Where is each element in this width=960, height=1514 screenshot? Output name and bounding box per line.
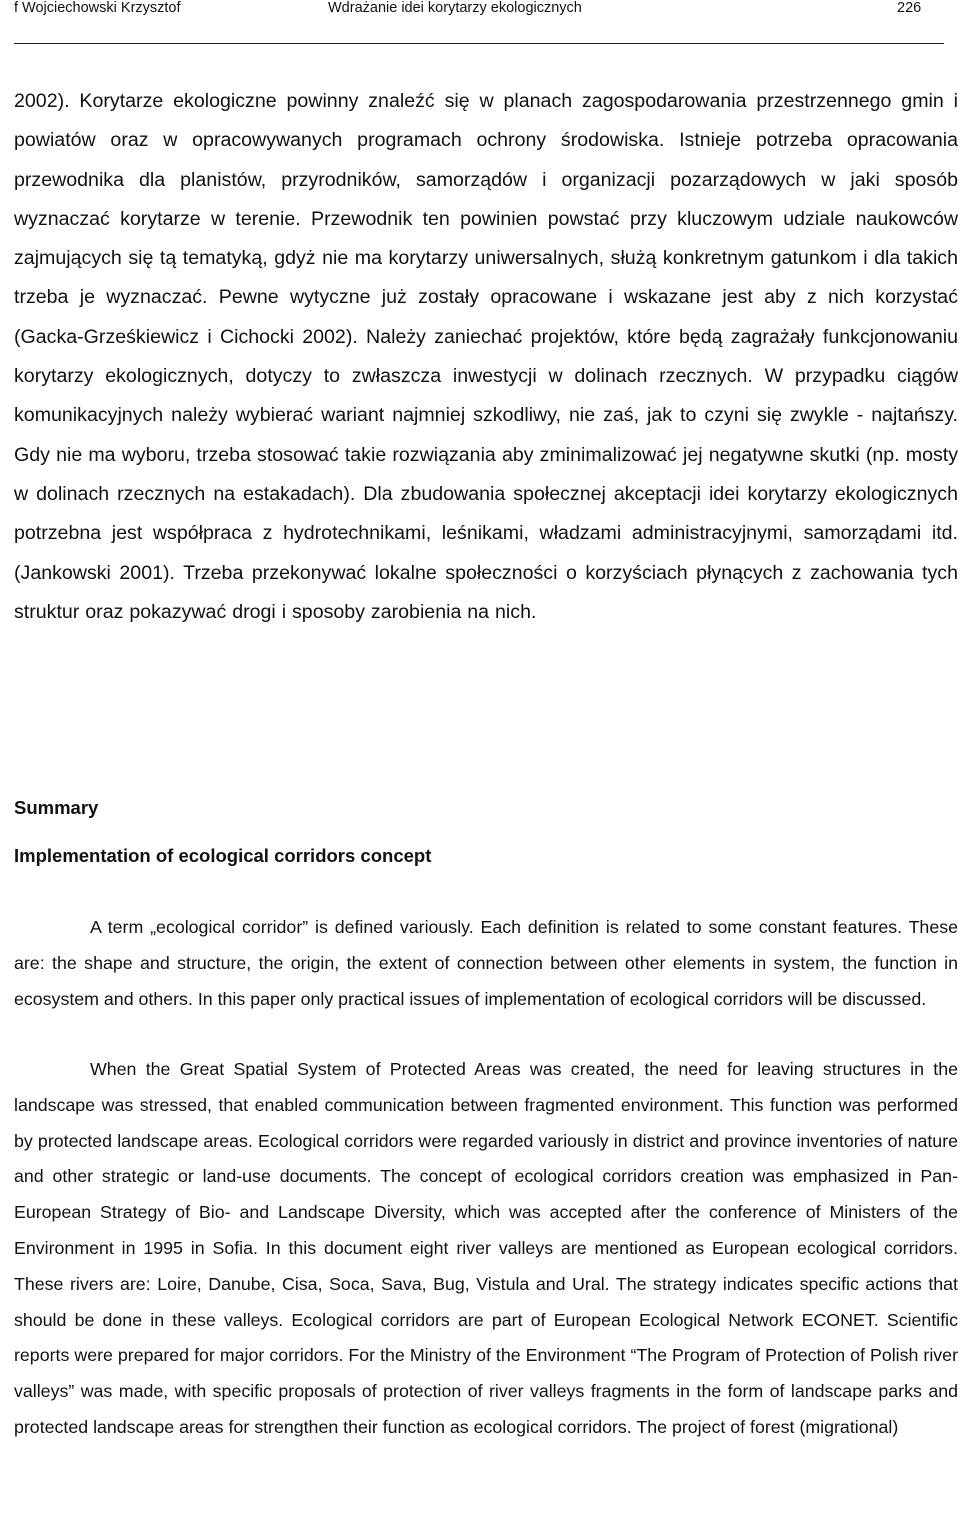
summary-paragraph-2: When the Great Spatial System of Protected Areas was created, the need for leaving structures in the landscape was stressed, that enabled communication between fragmented environment. This function was performed by protected landscape areas. Ecological corridors were regarded variously in district and province inventories of nature and other strategic or land-use documents. The concept of ecological corridors creation was emphasized in Pan-European Strategy of Bio- and Landscape Diversity, which was accepted after the conference of Ministers of the Environment in 1995 in Sofia. In this document eight river valleys are mentioned as European ecological corridors. These rivers are: Loire, Danube, Cisa, Soca, Sava, Bug, Vistula and Ural. The strategy indicates specific actions that should be done in these valleys. Ecological corridors are part of European Ecological Network ECONET. Scientific reports were prepared for major corridors. For the Ministry of the Environment “The Program of Protection of Polish river valleys” was made, with specific proposals of protection of river valleys fragments in the form of landscape parks and protected landscape areas for strengthen their function as ecological corridors. The project of forest (migrational) <box>14 1059 958 1437</box>
summary-subheading: Implementation of ecological corridors concept <box>14 845 432 866</box>
header-rule <box>14 43 944 44</box>
header-title: Wdrażanie idei korytarzy ekologicznych <box>328 0 582 16</box>
summary-heading: Summary <box>14 797 99 818</box>
page-number: 226 <box>897 0 922 16</box>
header-author: f Wojciechowski Krzysztof <box>14 0 181 16</box>
page-header <box>0 0 960 16</box>
body-paragraph-polish: 2002). Korytarze ekologiczne powinny znaleźć się w planach zagospodarowania przestrzennego gmin i powiatów oraz w opracowywanych programach ochrony środowiska. Istnieje potrzeba opracowania przewodnika dla planistów, przyrodników, samorządów i organizacji pozarządowych w jaki sposób wyznaczać korytarze w terenie. Przewodnik ten powinien powstać przy kluczowym udziale naukowców zajmujących się tą tematyką, gdyż nie ma korytarzy uniwersalnych, służą konkretnym gatunkom i dla takich trzeba je wyznaczać. Pewne wytyczne już zostały opracowane i wskazane jest aby z nich korzystać (Gacka-Grześkiewicz i Cichocki 2002). Należy zaniechać projektów, które będą zagrażały funkcjonowaniu korytarzy ekologicznych, dotyczy to zwłaszcza inwestycji w dolinach rzecznych. W przypadku ciągów komunikacyjnych należy wybierać wariant najmniej szkodliwy, nie zaś, jak to czyni się zwykle - najtańszy. Gdy nie ma wyboru, trzeba stosować takie rozwiązania aby zminimalizować jej negatywne skutki (np. mosty w dolinach rzecznych na estakadach). Dla zbudowania społecznej akceptacji idei korytarzy ekologicznych potrzebna jest współpraca z hydrotechnikami, leśnikami, władzami administracyjnymi, samorządami itd. (Jankowski 2001). Trzeba przekonywać lokalne społeczności o korzyściach płynących z zachowania tych struktur oraz pokazywać drogi i sposoby zarobienia na nich. <box>14 90 958 623</box>
summary-paragraph-1: A term „ecological corridor” is defined variously. Each definition is related to some constant features. These are: the shape and structure, the origin, the extent of connection between other elements in system, the function in ecosystem and others. In this paper only practical issues of implementation of ecological corridors will be discussed. <box>14 917 958 1009</box>
